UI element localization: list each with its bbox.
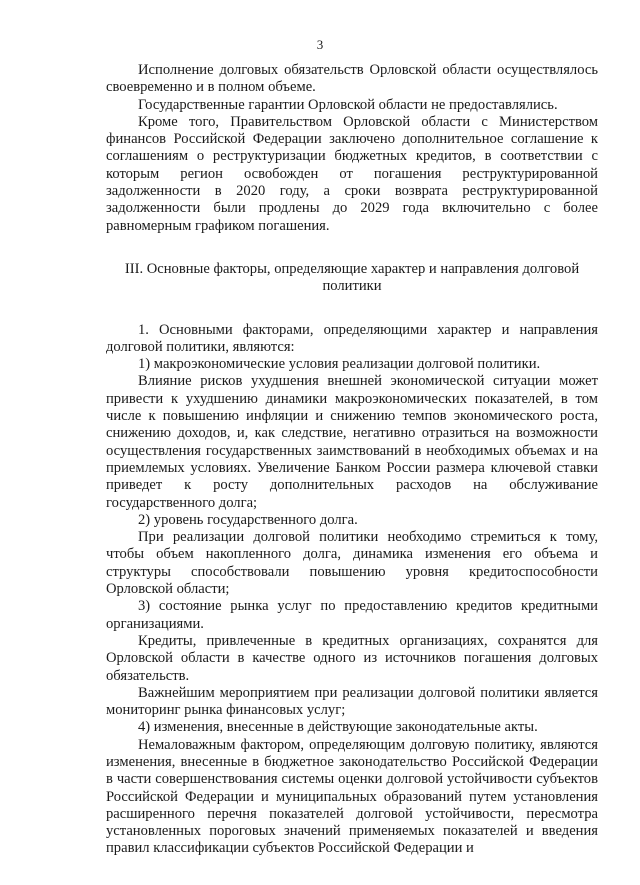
list-item: 1) макроэкономические условия реализации долговой политики. bbox=[138, 356, 541, 373]
paragraph: Исполнение долговых обязательств Орловской области осуществлялось своевременно и в полном объеме. bbox=[106, 62, 598, 96]
list-item: 4) изменения, внесенные в действующие законодательные акты. bbox=[138, 719, 538, 736]
section-heading: III. Основные факторы, определяющие характер и направления долговой политики bbox=[124, 260, 580, 295]
paragraph: Немаловажным фактором, определяющим долговую политику, являются изменения, внесенные в бюджетное законодательство Российской Федерации в части совершенствования системы оценки долговой устойчивости субъектов Российской Федерации и муниципальных образований путем установления расширенного перечня показателей долговой устойчивости, пересмотра установленных пороговых значений применяемых показателей и введения правил классификации субъектов Российской Федерации и bbox=[106, 736, 598, 857]
list-item: 2) уровень государственного долга. bbox=[138, 511, 358, 528]
paragraph: Важнейшим мероприятием при реализации долговой политики является мониторинг рынка финансовых услуг; bbox=[106, 684, 598, 719]
list-item: 3) состояние рынка услуг по предоставлению кредитов кредитными организациями. bbox=[106, 598, 598, 632]
paragraph: Кредиты, привлеченные в кредитных организациях, сохранятся для Орловской области в качестве одного из источников погашения долговых обязательств. bbox=[106, 632, 598, 684]
paragraph: Кроме того, Правительством Орловской области с Министерством финансов Российской Федерации заключено дополнительное соглашение к соглашениям о реструктуризации бюджетных кредитов, в соответствии с которым регион освобожден от погашения реструктурированной задолженности в 2020 году, а сроки возврата реструктурированной задолженности были продлены до 2029 года включительно с более равномерным графиком погашения. bbox=[106, 113, 598, 234]
paragraph: 1. Основными факторами, определяющими характер и направления долговой политики, являются: bbox=[106, 321, 598, 355]
paragraph: Государственные гарантии Орловской области не предоставлялись. bbox=[138, 96, 558, 113]
page-number: 3 bbox=[316, 37, 324, 52]
document-body bbox=[106, 62, 598, 858]
paragraph: При реализации долговой политики необходимо стремиться к тому, чтобы объем накопленного долга, динамика изменения его объема и структуры способствовали повышению уровня кредитоспособности Орловской области; bbox=[106, 529, 598, 598]
paragraph: Влияние рисков ухудшения внешней экономической ситуации может привести к ухудшению динамики макроэкономических показателей, в том числе к повышению инфляции и снижению темпов экономического роста, снижению доходов, и, как следствие, негативно отразиться на возможности осуществления государственных заимствований в необходимых объемах и на приемлемых условиях. Увеличение Банком России размера ключевой ставки приведет к росту дополнительных расходов на обслуживание государственного долга; bbox=[106, 373, 598, 511]
